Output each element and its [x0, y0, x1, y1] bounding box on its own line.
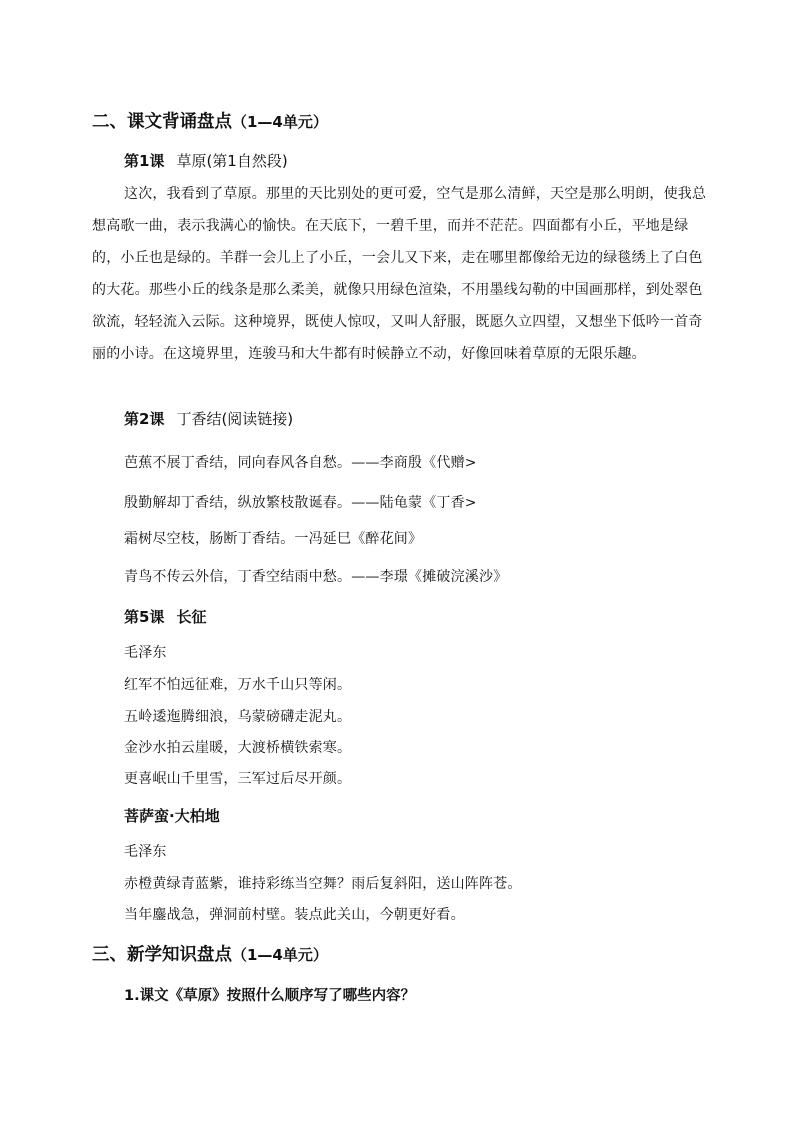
lesson-title: 丁香结(阅读链接) — [176, 410, 294, 428]
poem-line: 芭蕉不展丁香结，同向春风各自愁。——李商殷《代赠> — [124, 455, 477, 471]
poem-heading-dabaidi: 菩萨蛮·大柏地 — [124, 807, 220, 825]
lesson-heading-2 — [124, 408, 293, 429]
lesson-title: 长征 — [176, 608, 207, 626]
lesson-number: 第1课 — [124, 152, 165, 170]
poem-author: 毛泽东 — [124, 844, 167, 860]
lesson-heading-1 — [124, 150, 288, 171]
poem-line: 当年鏖战急，弹洞前村壁。装点此关山，今朝更好看。 — [124, 907, 465, 923]
lesson-number: 第5课 — [124, 608, 165, 626]
section-heading-recitation — [92, 108, 328, 133]
lesson-number: 第2课 — [124, 410, 165, 428]
lesson-heading-5 — [124, 606, 206, 627]
section-title: 三、新学知识盘点 — [92, 945, 232, 965]
poem-line: 五岭逶迤腾细浪，乌蒙磅礴走泥丸。 — [124, 709, 352, 725]
section-range: （1—4单元） — [232, 946, 328, 964]
poem-line: 更喜岷山千里雪，三军过后尽开颜。 — [124, 771, 352, 787]
section-heading-new-knowledge — [92, 941, 328, 966]
lesson-1-paragraph — [92, 178, 712, 370]
section-range: （1—4单元） — [232, 113, 328, 131]
poem-line: 金沙水拍云崖暖，大渡桥横铁索寒。 — [124, 740, 352, 756]
poem-line: 霜树尽空枝，肠断丁香结。一冯延巳《醉花间》 — [124, 531, 423, 547]
poem-author: 毛泽东 — [124, 645, 167, 661]
poem-line: 赤橙黄绿青蓝紫，谁持彩练当空舞？雨后复斜阳，送山阵阵苍。 — [124, 876, 522, 892]
poem-line: 红军不怕远征难，万水千山只等闲。 — [124, 677, 352, 693]
poem-line: 殷勤解却丁香结，纵放繁枝散诞春。——陆龟蒙《丁香> — [124, 495, 477, 511]
question-1: 1.课文《草原》按照什么顺序写了哪些内容？ — [124, 988, 416, 1004]
poem-line: 青鸟不传云外信，丁香空结雨中愁。——李璟《摊破浣溪沙》 — [124, 569, 508, 585]
lesson-title: 草原(第1自然段) — [176, 152, 288, 170]
section-title: 二、课文背诵盘点 — [92, 112, 232, 132]
paragraph-text: 这次，我看到了草原。那里的天比别处的更可爱，空气是那么清鲜，天空是那么明朗，使我总想高歌一曲，表示我满心的愉快。在天底下，一碧千里，而并不茫茫。四面都有小丘，平地是绿的，小丘也是绿的。羊群一会儿上了小丘，一会儿又下来，走在哪里都像给无边的绿毯绣上了白色的大花。那些小丘的线条是那么柔美，就像只用绿色渲染，不用墨线勾勒的中国画那样，到处翠色欲流，轻轻流入云际。这种境界，既使人惊叹，又叫人舒服，既愿久立四望，又想坐下低吟一首奇丽的小诗。在这境界里，连骏马和大牛都有时候静立不动，好像回味着草原的无限乐趣。 — [92, 186, 707, 362]
